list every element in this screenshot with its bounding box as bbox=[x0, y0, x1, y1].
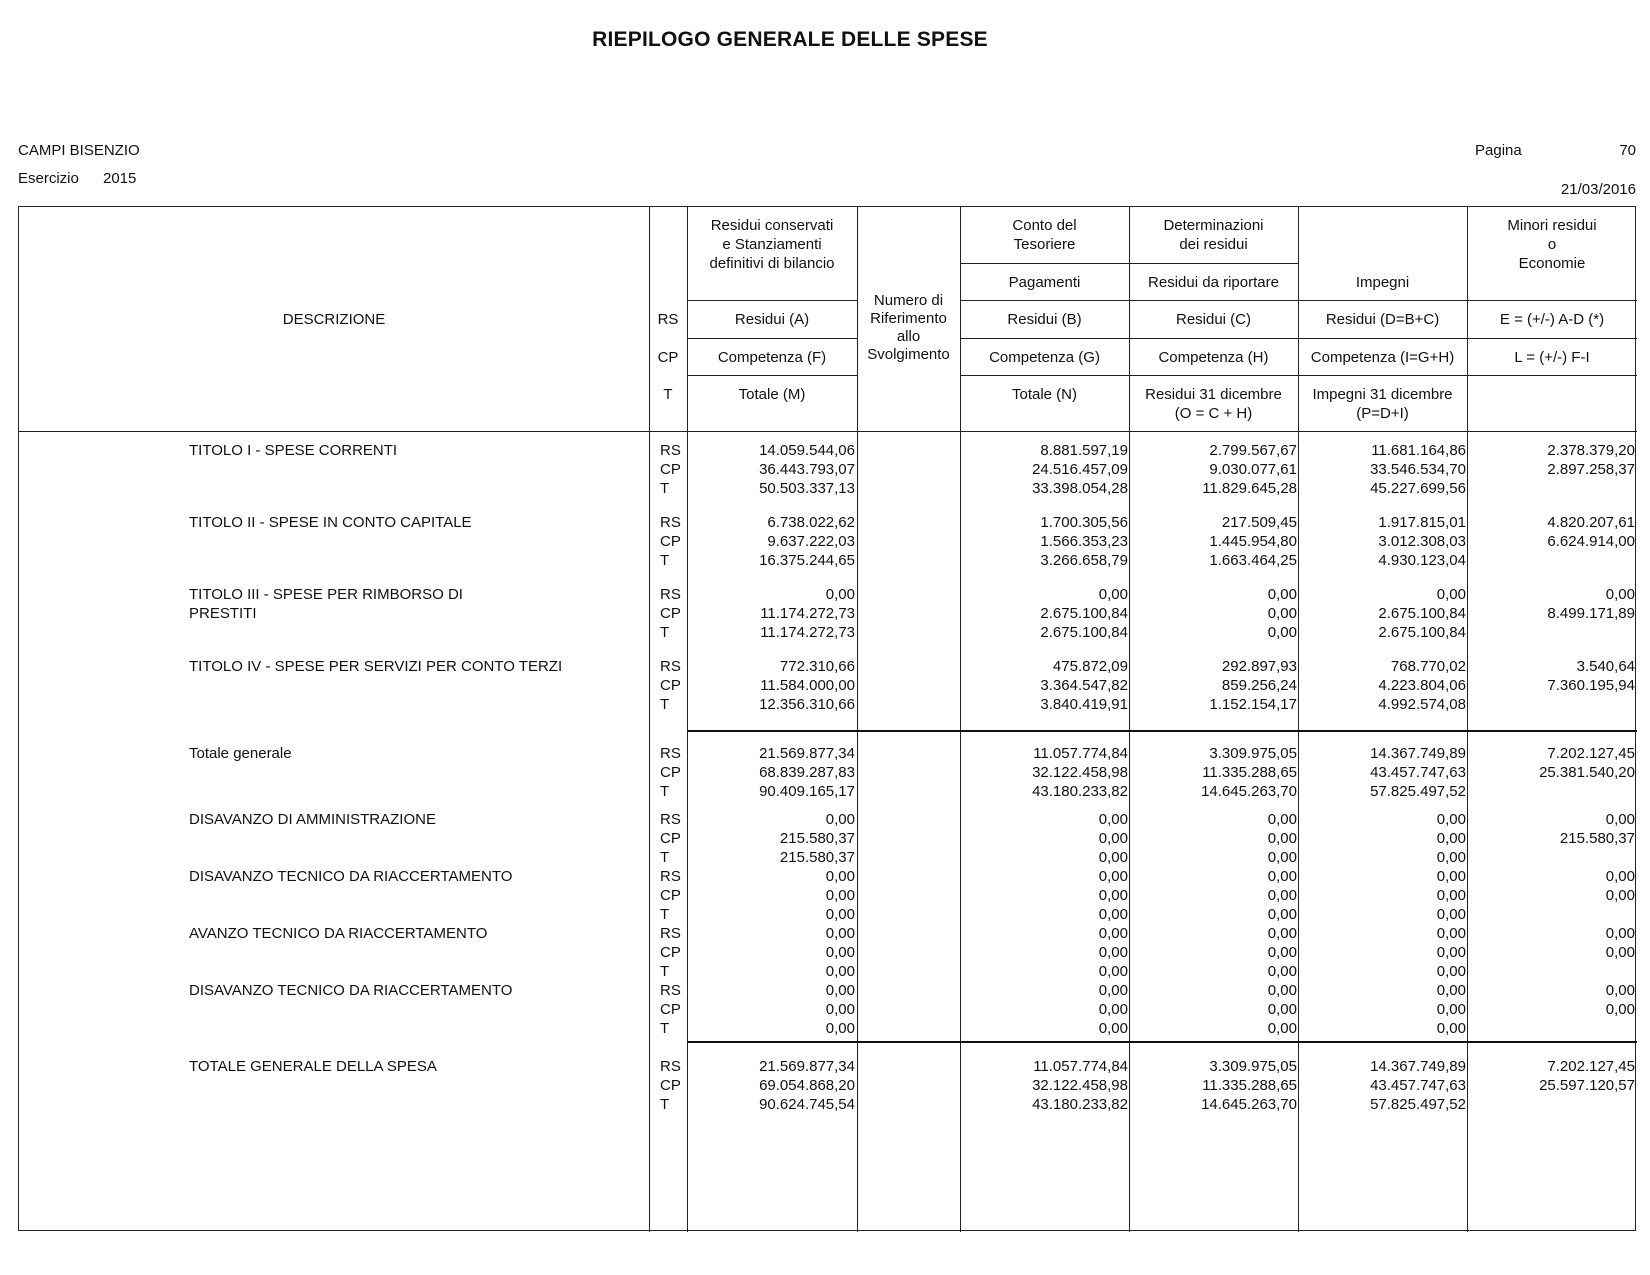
row-flag: CP bbox=[660, 887, 681, 904]
row-value-c: 859.256,24 bbox=[1221, 677, 1297, 694]
row-flag: RS bbox=[660, 811, 681, 828]
row-flag: T bbox=[660, 552, 670, 569]
row-value-e: 0,00 bbox=[1605, 982, 1635, 999]
row-value-b: 0,00 bbox=[1098, 811, 1128, 828]
row-flag: RS bbox=[660, 1058, 681, 1075]
row-value-c: 0,00 bbox=[1267, 586, 1297, 603]
header-col-e-rs: E = (+/-) A-D (*) bbox=[1499, 311, 1605, 328]
row-value-b: 0,00 bbox=[1098, 982, 1128, 999]
row-value-d: 0,00 bbox=[1436, 925, 1466, 942]
row-value-d: 57.825.497,52 bbox=[1370, 1096, 1466, 1113]
header-pagamenti: Pagamenti bbox=[1008, 274, 1081, 291]
row-value-c: 14.645.263,70 bbox=[1201, 783, 1297, 800]
row-value-a: 12.356.310,66 bbox=[759, 696, 855, 713]
row-value-d: 2.675.100,84 bbox=[1378, 624, 1466, 641]
row-value-a: 0,00 bbox=[825, 982, 855, 999]
row-value-d: 0,00 bbox=[1436, 1001, 1466, 1018]
header-residui-riportare: Residui da riportare bbox=[1148, 274, 1279, 291]
row-value-d: 0,00 bbox=[1436, 963, 1466, 980]
row-value-b: 0,00 bbox=[1098, 849, 1128, 866]
row-value-a: 68.839.287,83 bbox=[759, 764, 855, 781]
row-value-b: 32.122.458,98 bbox=[1032, 1077, 1128, 1094]
row-value-c: 0,00 bbox=[1267, 1001, 1297, 1018]
header-col-d-cp: Competenza (I=G+H) bbox=[1310, 349, 1455, 366]
header-conto-top: Conto del Tesoriere bbox=[1012, 217, 1077, 253]
row-label: DISAVANZO TECNICO DA RIACCERTAMENTO bbox=[189, 982, 513, 999]
row-value-e: 7.202.127,45 bbox=[1547, 1058, 1635, 1075]
header-col-a-t: Totale (M) bbox=[738, 386, 806, 403]
row-value-d: 0,00 bbox=[1436, 811, 1466, 828]
row-value-b: 11.057.774,84 bbox=[1033, 1058, 1128, 1075]
header-col-b-rs: Residui (B) bbox=[1007, 311, 1082, 328]
row-flag: CP bbox=[660, 677, 681, 694]
row-flag: T bbox=[660, 696, 670, 713]
row-value-d: 43.457.747,63 bbox=[1370, 764, 1466, 781]
row-value-c: 9.030.077,61 bbox=[1209, 461, 1297, 478]
row-value-d: 14.367.749,89 bbox=[1370, 745, 1466, 762]
header-flag-t: T bbox=[663, 386, 673, 403]
row-value-b: 0,00 bbox=[1098, 963, 1128, 980]
row-value-b: 0,00 bbox=[1098, 906, 1128, 923]
page-number: 70 bbox=[1619, 142, 1636, 159]
header-col-d-rs: Residui (D=B+C) bbox=[1325, 311, 1440, 328]
row-value-e: 215.580,37 bbox=[1559, 830, 1635, 847]
row-value-e: 2.897.258,37 bbox=[1547, 461, 1635, 478]
row-flag: T bbox=[660, 624, 670, 641]
row-flag: T bbox=[660, 480, 670, 497]
row-value-a: 0,00 bbox=[825, 887, 855, 904]
row-value-a: 90.624.745,54 bbox=[759, 1096, 855, 1113]
row-value-e: 0,00 bbox=[1605, 586, 1635, 603]
row-value-b: 0,00 bbox=[1098, 1001, 1128, 1018]
row-value-c: 1.663.464,25 bbox=[1209, 552, 1297, 569]
row-value-c: 14.645.263,70 bbox=[1201, 1096, 1297, 1113]
row-value-e: 3.540,64 bbox=[1576, 658, 1635, 675]
row-value-b: 0,00 bbox=[1098, 868, 1128, 885]
row-value-c: 217.509,45 bbox=[1221, 514, 1297, 531]
row-value-c: 3.309.975,05 bbox=[1209, 1058, 1297, 1075]
entity-name: CAMPI BISENZIO bbox=[18, 142, 140, 159]
row-value-c: 11.335.288,65 bbox=[1202, 1077, 1297, 1094]
row-value-b: 0,00 bbox=[1098, 830, 1128, 847]
row-label: AVANZO TECNICO DA RIACCERTAMENTO bbox=[189, 925, 488, 942]
row-value-a: 11.174.272,73 bbox=[760, 624, 855, 641]
row-value-e: 0,00 bbox=[1605, 868, 1635, 885]
row-value-a: 69.054.868,20 bbox=[759, 1077, 855, 1094]
row-value-a: 21.569.877,34 bbox=[759, 1058, 855, 1075]
row-value-d: 4.930.123,04 bbox=[1378, 552, 1466, 569]
row-flag: CP bbox=[660, 1001, 681, 1018]
row-value-d: 0,00 bbox=[1436, 982, 1466, 999]
row-value-b: 0,00 bbox=[1098, 944, 1128, 961]
header-col-a-cp: Competenza (F) bbox=[717, 349, 827, 366]
row-flag: RS bbox=[660, 745, 681, 762]
row-value-a: 215.580,37 bbox=[779, 849, 855, 866]
row-value-e: 0,00 bbox=[1605, 811, 1635, 828]
row-flag: T bbox=[660, 1020, 670, 1037]
row-flag: T bbox=[660, 783, 670, 800]
row-flag: RS bbox=[660, 925, 681, 942]
row-value-a: 0,00 bbox=[825, 925, 855, 942]
row-value-a: 0,00 bbox=[825, 868, 855, 885]
row-value-a: 0,00 bbox=[825, 906, 855, 923]
row-value-b: 0,00 bbox=[1098, 925, 1128, 942]
row-value-a: 772.310,66 bbox=[779, 658, 855, 675]
row-value-c: 0,00 bbox=[1267, 868, 1297, 885]
row-value-b: 2.675.100,84 bbox=[1040, 605, 1128, 622]
row-value-d: 0,00 bbox=[1436, 887, 1466, 904]
header-determ-top: Determinazioni dei residui bbox=[1163, 217, 1264, 253]
row-value-c: 1.152.154,17 bbox=[1209, 696, 1297, 713]
row-flag: CP bbox=[660, 461, 681, 478]
row-flag: CP bbox=[660, 944, 681, 961]
row-value-c: 0,00 bbox=[1267, 605, 1297, 622]
row-value-c: 0,00 bbox=[1267, 963, 1297, 980]
row-value-e: 7.360.195,94 bbox=[1547, 677, 1635, 694]
header-col-b-cp: Competenza (G) bbox=[989, 349, 1100, 366]
row-value-b: 43.180.233,82 bbox=[1032, 783, 1128, 800]
row-flag: CP bbox=[660, 605, 681, 622]
row-value-d: 4.992.574,08 bbox=[1378, 696, 1466, 713]
row-flag: T bbox=[660, 1096, 670, 1113]
row-value-b: 3.364.547,82 bbox=[1040, 677, 1128, 694]
header-minori-top: Minori residui o Economie bbox=[1507, 217, 1597, 272]
header-flag-rs: RS bbox=[657, 311, 679, 328]
row-value-b: 3.266.658,79 bbox=[1040, 552, 1128, 569]
row-value-a: 21.569.877,34 bbox=[759, 745, 855, 762]
header-col-c-t: Residui 31 dicembre (O = C + H) bbox=[1145, 386, 1282, 422]
row-value-e: 2.378.379,20 bbox=[1547, 442, 1635, 459]
row-value-b: 0,00 bbox=[1098, 887, 1128, 904]
row-flag: RS bbox=[660, 868, 681, 885]
row-value-b: 3.840.419,91 bbox=[1040, 696, 1128, 713]
row-value-b: 1.566.353,23 bbox=[1040, 533, 1128, 550]
row-flag: T bbox=[660, 963, 670, 980]
row-label: DISAVANZO TECNICO DA RIACCERTAMENTO bbox=[189, 868, 513, 885]
row-value-c: 0,00 bbox=[1267, 944, 1297, 961]
row-value-a: 0,00 bbox=[825, 944, 855, 961]
row-label: Totale generale bbox=[189, 745, 292, 762]
row-value-a: 0,00 bbox=[825, 586, 855, 603]
row-flag: RS bbox=[660, 586, 681, 603]
row-value-b: 43.180.233,82 bbox=[1032, 1096, 1128, 1113]
row-value-d: 3.012.308,03 bbox=[1378, 533, 1466, 550]
row-value-b: 0,00 bbox=[1098, 1020, 1128, 1037]
row-value-e: 25.597.120,57 bbox=[1539, 1077, 1635, 1094]
row-value-e: 0,00 bbox=[1605, 944, 1635, 961]
row-flag: CP bbox=[660, 533, 681, 550]
header-numero: Numero di Riferimento allo Svolgimento bbox=[867, 292, 950, 363]
row-flag: CP bbox=[660, 764, 681, 781]
row-value-d: 0,00 bbox=[1436, 586, 1466, 603]
row-value-d: 33.546.534,70 bbox=[1370, 461, 1466, 478]
row-value-e: 0,00 bbox=[1605, 925, 1635, 942]
header-col-e-cp: L = (+/-) F-I bbox=[1514, 349, 1590, 366]
row-value-b: 32.122.458,98 bbox=[1032, 764, 1128, 781]
header-impegni: Impegni bbox=[1355, 274, 1410, 291]
header-col-c-cp: Competenza (H) bbox=[1158, 349, 1269, 366]
row-flag: T bbox=[660, 906, 670, 923]
row-value-d: 4.223.804,06 bbox=[1378, 677, 1466, 694]
row-value-d: 57.825.497,52 bbox=[1370, 783, 1466, 800]
row-value-c: 0,00 bbox=[1267, 925, 1297, 942]
row-value-c: 0,00 bbox=[1267, 906, 1297, 923]
row-value-a: 0,00 bbox=[825, 963, 855, 980]
row-value-a: 0,00 bbox=[825, 811, 855, 828]
row-value-d: 45.227.699,56 bbox=[1370, 480, 1466, 497]
header-col-c-rs: Residui (C) bbox=[1175, 311, 1251, 328]
header-col-d-t: Impegni 31 dicembre (P=D+I) bbox=[1312, 386, 1453, 422]
header-col-a-rs: Residui (A) bbox=[734, 311, 810, 328]
row-flag: RS bbox=[660, 442, 681, 459]
row-label: TITOLO II - SPESE IN CONTO CAPITALE bbox=[189, 514, 472, 531]
row-flag: RS bbox=[660, 514, 681, 531]
row-value-d: 1.917.815,01 bbox=[1378, 514, 1466, 531]
row-value-b: 11.057.774,84 bbox=[1033, 745, 1128, 762]
summary-table bbox=[18, 206, 1636, 1231]
row-value-c: 0,00 bbox=[1267, 1020, 1297, 1037]
row-value-c: 0,00 bbox=[1267, 811, 1297, 828]
row-value-d: 2.675.100,84 bbox=[1378, 605, 1466, 622]
row-label: DISAVANZO DI AMMINISTRAZIONE bbox=[189, 811, 436, 828]
row-value-b: 24.516.457,09 bbox=[1032, 461, 1128, 478]
row-value-a: 90.409.165,17 bbox=[759, 783, 855, 800]
row-value-c: 1.445.954,80 bbox=[1209, 533, 1297, 550]
row-value-b: 8.881.597,19 bbox=[1040, 442, 1128, 459]
row-value-c: 0,00 bbox=[1267, 887, 1297, 904]
row-flag: RS bbox=[660, 982, 681, 999]
report-date: 21/03/2016 bbox=[1560, 181, 1636, 198]
row-value-d: 0,00 bbox=[1436, 944, 1466, 961]
row-value-c: 0,00 bbox=[1267, 830, 1297, 847]
page-title: RIEPILOGO GENERALE DELLE SPESE bbox=[592, 28, 988, 51]
row-value-e: 0,00 bbox=[1605, 1001, 1635, 1018]
row-value-d: 0,00 bbox=[1436, 830, 1466, 847]
row-value-e: 4.820.207,61 bbox=[1547, 514, 1635, 531]
row-value-e: 25.381.540,20 bbox=[1539, 764, 1635, 781]
row-value-c: 0,00 bbox=[1267, 849, 1297, 866]
row-value-a: 215.580,37 bbox=[779, 830, 855, 847]
header-flag-cp: CP bbox=[657, 349, 679, 366]
fiscal-year-label: Esercizio bbox=[18, 170, 79, 187]
header-descrizione: DESCRIZIONE bbox=[282, 311, 386, 328]
row-value-e: 8.499.171,89 bbox=[1547, 605, 1635, 622]
page-label: Pagina bbox=[1475, 142, 1522, 159]
row-value-c: 0,00 bbox=[1267, 624, 1297, 641]
row-value-c: 3.309.975,05 bbox=[1209, 745, 1297, 762]
row-label: TITOLO III - SPESE PER RIMBORSO DI PRESTITI bbox=[189, 586, 463, 622]
row-value-d: 0,00 bbox=[1436, 1020, 1466, 1037]
row-label: TITOLO I - SPESE CORRENTI bbox=[189, 442, 398, 459]
row-value-a: 0,00 bbox=[825, 1020, 855, 1037]
row-value-b: 475.872,09 bbox=[1052, 658, 1128, 675]
row-value-d: 11.681.164,86 bbox=[1371, 442, 1466, 459]
row-value-d: 14.367.749,89 bbox=[1370, 1058, 1466, 1075]
row-value-c: 0,00 bbox=[1267, 982, 1297, 999]
row-value-c: 11.335.288,65 bbox=[1202, 764, 1297, 781]
row-value-d: 43.457.747,63 bbox=[1370, 1077, 1466, 1094]
row-value-a: 50.503.337,13 bbox=[759, 480, 855, 497]
row-value-b: 1.700.305,56 bbox=[1040, 514, 1128, 531]
row-label: TITOLO IV - SPESE PER SERVIZI PER CONTO TERZI bbox=[189, 658, 563, 675]
row-value-b: 33.398.054,28 bbox=[1032, 480, 1128, 497]
row-value-c: 292.897,93 bbox=[1221, 658, 1297, 675]
row-value-d: 0,00 bbox=[1436, 906, 1466, 923]
row-value-a: 11.174.272,73 bbox=[760, 605, 855, 622]
row-value-a: 6.738.022,62 bbox=[767, 514, 855, 531]
row-value-a: 14.059.544,06 bbox=[759, 442, 855, 459]
header-col-b-t: Totale (N) bbox=[1011, 386, 1078, 403]
row-value-e: 7.202.127,45 bbox=[1547, 745, 1635, 762]
fiscal-year-value: 2015 bbox=[103, 170, 137, 187]
row-value-a: 16.375.244,65 bbox=[759, 552, 855, 569]
row-value-c: 11.829.645,28 bbox=[1202, 480, 1297, 497]
row-value-d: 768.770,02 bbox=[1390, 658, 1466, 675]
row-value-e: 0,00 bbox=[1605, 887, 1635, 904]
row-value-a: 11.584.000,00 bbox=[760, 677, 855, 694]
row-value-a: 36.443.793,07 bbox=[759, 461, 855, 478]
row-label: TOTALE GENERALE DELLA SPESA bbox=[189, 1058, 437, 1075]
row-value-c: 2.799.567,67 bbox=[1209, 442, 1297, 459]
row-value-d: 0,00 bbox=[1436, 849, 1466, 866]
row-flag: RS bbox=[660, 658, 681, 675]
row-flag: CP bbox=[660, 830, 681, 847]
row-value-e: 6.624.914,00 bbox=[1547, 533, 1635, 550]
header-col-a-top: Residui conservati e Stanziamenti definitivi di bilancio bbox=[709, 217, 835, 272]
row-flag: CP bbox=[660, 1077, 681, 1094]
row-flag: T bbox=[660, 849, 670, 866]
row-value-b: 2.675.100,84 bbox=[1040, 624, 1128, 641]
row-value-d: 0,00 bbox=[1436, 868, 1466, 885]
row-value-a: 0,00 bbox=[825, 1001, 855, 1018]
row-value-a: 9.637.222,03 bbox=[767, 533, 855, 550]
row-value-b: 0,00 bbox=[1098, 586, 1128, 603]
